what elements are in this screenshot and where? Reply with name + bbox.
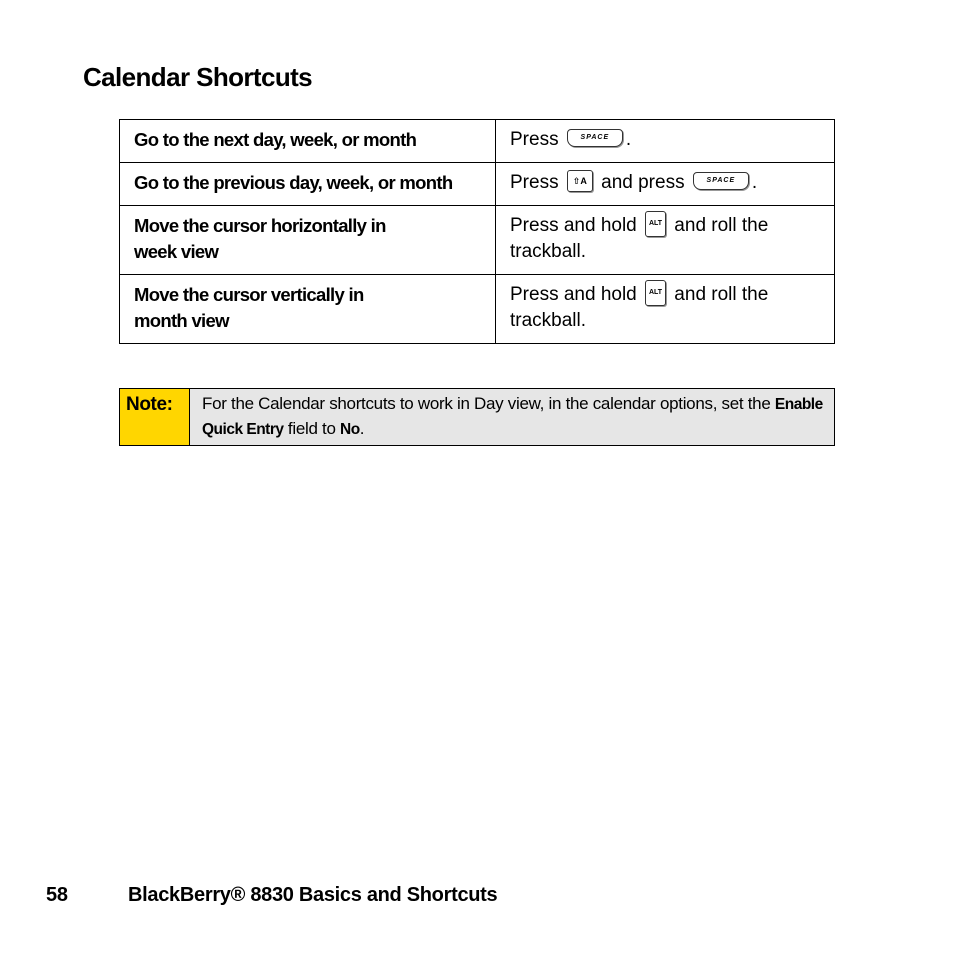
keys-cell bbox=[496, 120, 835, 163]
space-key-icon: SPACE bbox=[567, 129, 623, 147]
keys-text: and roll the bbox=[669, 284, 769, 306]
action-cell: Go to the previous day, week, or month bbox=[120, 163, 496, 206]
note-bold-value: No bbox=[340, 421, 360, 438]
space-key-icon: SPACE bbox=[693, 172, 749, 190]
note-text-part: For the Calendar shortcuts to work in Day view, in the calendar options, set the bbox=[202, 394, 775, 413]
keys-text: trackball. bbox=[510, 241, 587, 263]
shift-key-icon: ⇧A bbox=[567, 170, 593, 192]
keys-text: and roll the bbox=[669, 215, 769, 237]
keys-text: Press bbox=[510, 129, 564, 150]
action-cell bbox=[120, 275, 496, 344]
keys-text: and press bbox=[595, 172, 690, 193]
keys-text: . bbox=[625, 129, 632, 150]
action-cell: Go to the next day, week, or month bbox=[120, 120, 496, 163]
alt-key-icon: ALT bbox=[645, 211, 666, 237]
action-line: Move the cursor vertically in bbox=[134, 284, 364, 305]
note-box bbox=[119, 388, 835, 446]
page-number: 58 bbox=[46, 884, 68, 906]
footer-title: BlackBerry® 8830 Basics and Shortcuts bbox=[128, 884, 498, 906]
action-line: month view bbox=[134, 310, 229, 331]
page-title: Calendar Shortcuts bbox=[83, 62, 313, 92]
action-line: Move the cursor horizontally in bbox=[134, 215, 386, 236]
keys-text: Press and hold bbox=[510, 284, 643, 306]
action-line: week view bbox=[134, 241, 219, 262]
table-row bbox=[120, 275, 835, 344]
keys-text: Press bbox=[510, 172, 564, 193]
note-text bbox=[190, 389, 834, 445]
keys-cell bbox=[496, 275, 835, 344]
keys-text: Press and hold bbox=[510, 215, 643, 237]
keys-text: . bbox=[751, 172, 758, 193]
note-text-part: . bbox=[359, 419, 365, 438]
keys-cell bbox=[496, 163, 835, 206]
table-row bbox=[120, 206, 835, 275]
table-row bbox=[120, 120, 835, 163]
table-row bbox=[120, 163, 835, 206]
action-cell bbox=[120, 206, 496, 275]
page-footer bbox=[46, 884, 497, 907]
shortcuts-table bbox=[119, 119, 835, 344]
note-text-part: field to bbox=[283, 419, 341, 438]
keys-cell bbox=[496, 206, 835, 275]
note-label: Note: bbox=[120, 389, 190, 445]
keys-text: trackball. bbox=[510, 310, 587, 332]
alt-key-icon: ALT bbox=[645, 280, 666, 306]
note-bold-setting: Enable Quick Entry bbox=[202, 396, 823, 438]
